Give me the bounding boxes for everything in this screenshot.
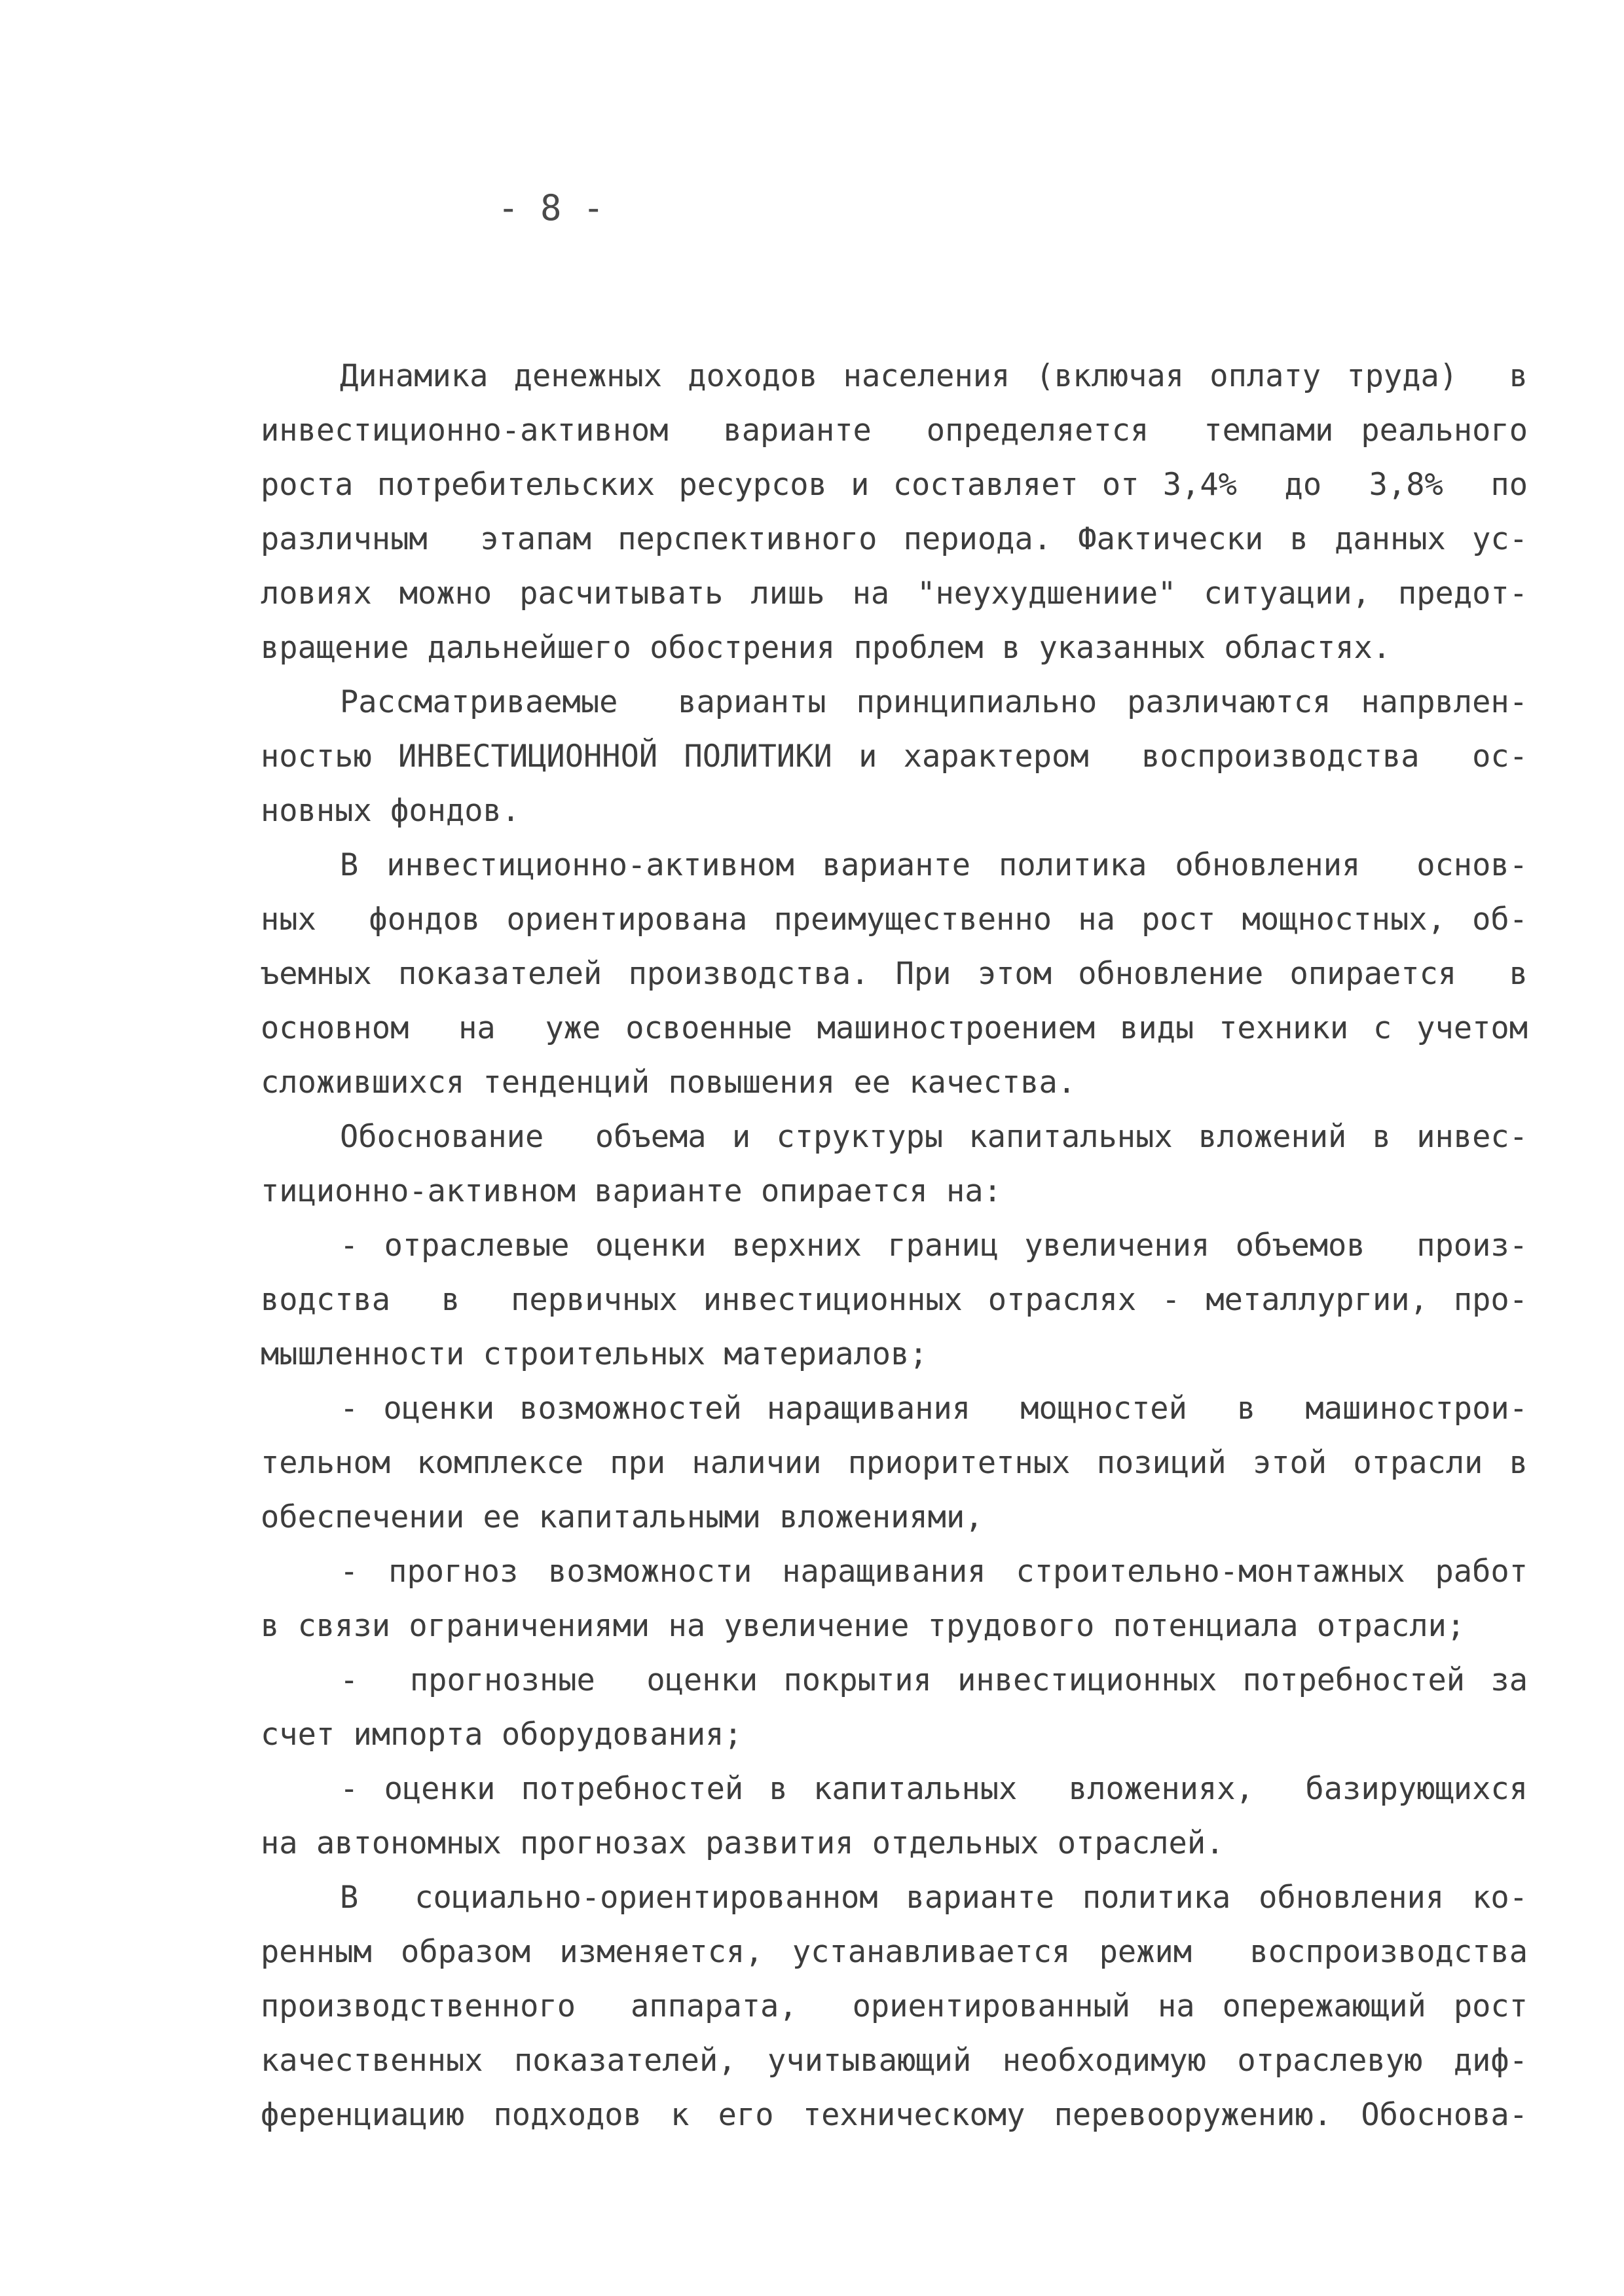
text-line: ностью ИНВЕСТИЦИОННОЙ ПОЛИТИКИ и характером воспроизводства ос- (261, 738, 1528, 774)
text-line: инвестиционно-активном варианте определяется темпами реального (261, 412, 1528, 448)
text-line: ференциацию подходов к его техническому перевооружению. Обоснова- (261, 2097, 1528, 2133)
text-line: ренным образом изменяется, устанавливается режим воспроизводства (261, 1934, 1528, 1970)
text-line: - оценки возможностей наращивания мощностей в машинострои- (340, 1391, 1528, 1427)
text-line: В инвестиционно-активном варианте политика обновления основ- (340, 847, 1528, 883)
text-line: В социально-ориентированном варианте политика обновления ко- (340, 1880, 1528, 1916)
text-line: тиционно-активном варианте опирается на: (261, 1173, 1002, 1209)
text-line: вращение дальнейшего обострения проблем в указанных областях. (261, 630, 1392, 666)
text-line: Динамика денежных доходов населения (включая оплату труда) в (340, 358, 1528, 394)
text-line: счет импорта оборудования; (261, 1717, 743, 1753)
text-line: основном на уже освоенные машиностроением виды техники с учетом (261, 1010, 1528, 1046)
text-line: Рассматриваемые варианты принципиально различаются напрвлен- (340, 684, 1528, 720)
text-line: ловиях можно расчитывать лишь на "неухудшениие" ситуации, предот- (261, 575, 1528, 611)
text-line: на автономных прогнозах развития отдельных отраслей. (261, 1825, 1225, 1861)
text-line: новных фондов. (261, 793, 521, 829)
text-line: - прогноз возможности наращивания строительно-монтажных работ (340, 1554, 1528, 1590)
text-line: качественных показателей, учитывающий необходимую отраслевую диф- (261, 2043, 1528, 2079)
text-line: ъемных показателей производства. При этом обновление опирается в (261, 956, 1528, 992)
text-line: - оценки потребностей в капитальных вложениях, базирующихся (340, 1771, 1528, 1807)
page-number: - 8 - (498, 187, 604, 228)
text-line: Обоснование объема и структуры капитальных вложений в инвес- (340, 1119, 1528, 1155)
text-line: сложившихся тенденций повышения ее качества. (261, 1065, 1077, 1101)
text-line: в связи ограничениями на увеличение трудового потенциала отрасли; (261, 1608, 1466, 1644)
text-line: водства в первичных инвестиционных отраслях - металлургии, про- (261, 1282, 1528, 1318)
text-line: роста потребительских ресурсов и составляет от 3,4% до 3,8% по (261, 467, 1528, 503)
text-line: - прогнозные оценки покрытия инвестиционных потребностей за (340, 1662, 1528, 1698)
text-line: производственного аппарата, ориентированный на опережающий рост (261, 1988, 1528, 2024)
text-line: тельном комплексе при наличии приоритетных позиций этой отрасли в (261, 1445, 1528, 1481)
text-line: ных фондов ориентирована преимущественно на рост мощностных, об- (261, 902, 1528, 938)
text-line: мышленности строительных материалов; (261, 1336, 928, 1372)
text-line: - отраслевые оценки верхних границ увеличения объемов произ- (340, 1228, 1528, 1264)
text-line: различным этапам перспективного периода. Фактически в данных ус- (261, 521, 1528, 557)
text-line: обеспечении ее капитальными вложениями, (261, 1499, 984, 1535)
